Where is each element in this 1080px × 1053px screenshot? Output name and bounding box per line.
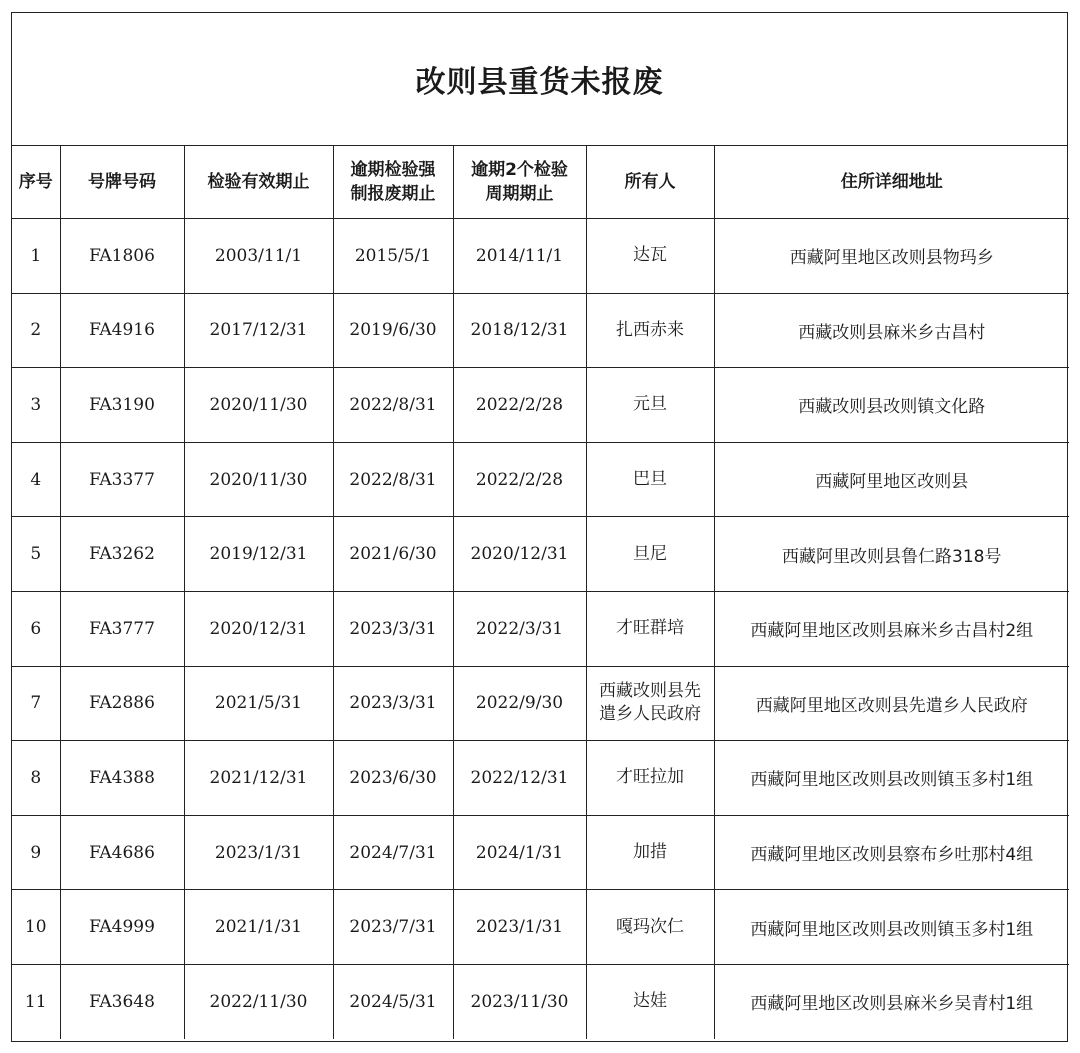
page-title: 改则县重货未报废: [12, 13, 1067, 146]
cell-valid-until: 2021/5/31: [184, 666, 333, 741]
cell-seq: 2: [12, 293, 60, 368]
cell-overdue-scrap: 2015/5/1: [333, 219, 453, 294]
cell-seq: 4: [12, 442, 60, 517]
cell-plate: FA1806: [60, 219, 184, 294]
cell-overdue-cycle: 2024/1/31: [453, 815, 586, 890]
cell-seq: 7: [12, 666, 60, 741]
cell-plate: FA4916: [60, 293, 184, 368]
cell-owner: 才旺群培: [586, 591, 714, 666]
cell-overdue-cycle: 2023/1/31: [453, 890, 586, 965]
cell-overdue-cycle: 2018/12/31: [453, 293, 586, 368]
cell-valid-until: 2021/1/31: [184, 890, 333, 965]
cell-seq: 9: [12, 815, 60, 890]
cell-overdue-cycle: 2022/12/31: [453, 741, 586, 816]
cell-address: 西藏阿里地区改则县改则镇玉多村1组: [714, 741, 1069, 816]
cell-overdue-cycle: 2020/12/31: [453, 517, 586, 592]
cell-overdue-scrap: 2023/7/31: [333, 890, 453, 965]
cell-overdue-cycle: 2022/3/31: [453, 591, 586, 666]
table-header-row: [12, 146, 1069, 219]
cell-valid-until: 2020/11/30: [184, 368, 333, 443]
header-owner: 所有人: [586, 146, 714, 219]
cell-plate: FA4388: [60, 741, 184, 816]
header-seq: 序号: [12, 146, 60, 219]
cell-overdue-scrap: 2021/6/30: [333, 517, 453, 592]
cell-overdue-scrap: 2024/7/31: [333, 815, 453, 890]
cell-seq: 1: [12, 219, 60, 294]
cell-seq: 5: [12, 517, 60, 592]
cell-overdue-scrap: 2022/8/31: [333, 442, 453, 517]
cell-overdue-cycle: 2022/2/28: [453, 368, 586, 443]
cell-valid-until: 2020/12/31: [184, 591, 333, 666]
cell-seq: 10: [12, 890, 60, 965]
cell-overdue-scrap: 2023/6/30: [333, 741, 453, 816]
table-row: [12, 741, 1069, 816]
cell-overdue-cycle: 2022/2/28: [453, 442, 586, 517]
cell-seq: 11: [12, 964, 60, 1038]
cell-overdue-scrap: 2019/6/30: [333, 293, 453, 368]
cell-owner: 巴旦: [586, 442, 714, 517]
cell-owner: 旦尼: [586, 517, 714, 592]
table-row: [12, 517, 1069, 592]
header-plate: 号牌号码: [60, 146, 184, 219]
header-address: 住所详细地址: [714, 146, 1069, 219]
cell-address: 西藏阿里地区改则县物玛乡: [714, 219, 1069, 294]
table-body: [12, 219, 1069, 1039]
cell-valid-until: 2003/11/1: [184, 219, 333, 294]
cell-valid-until: 2021/12/31: [184, 741, 333, 816]
cell-valid-until: 2023/1/31: [184, 815, 333, 890]
cell-owner: 元旦: [586, 368, 714, 443]
cell-overdue-cycle: 2022/9/30: [453, 666, 586, 741]
header-valid-until: 检验有效期止: [184, 146, 333, 219]
cell-plate: FA3190: [60, 368, 184, 443]
table-row: [12, 890, 1069, 965]
cell-address: 西藏阿里地区改则县麻米乡古昌村2组: [714, 591, 1069, 666]
cell-address: 西藏阿里地区改则县先遣乡人民政府: [714, 666, 1069, 741]
document-sheet: [11, 12, 1068, 1042]
cell-owner: 嘎玛次仁: [586, 890, 714, 965]
cell-plate: FA3262: [60, 517, 184, 592]
cell-owner: 扎西赤来: [586, 293, 714, 368]
cell-plate: FA4999: [60, 890, 184, 965]
table-row: [12, 368, 1069, 443]
cell-owner: 达娃: [586, 964, 714, 1038]
cell-plate: FA3377: [60, 442, 184, 517]
cell-overdue-scrap: 2023/3/31: [333, 666, 453, 741]
cell-plate: FA4686: [60, 815, 184, 890]
cell-seq: 3: [12, 368, 60, 443]
cell-overdue-scrap: 2024/5/31: [333, 964, 453, 1038]
cell-owner: 达瓦: [586, 219, 714, 294]
table-row: [12, 964, 1069, 1038]
cell-seq: 8: [12, 741, 60, 816]
cell-overdue-scrap: 2023/3/31: [333, 591, 453, 666]
header-overdue-scrap: [333, 146, 453, 219]
cell-valid-until: 2020/11/30: [184, 442, 333, 517]
cell-address: 西藏改则县麻米乡古昌村: [714, 293, 1069, 368]
cell-overdue-scrap: 2022/8/31: [333, 368, 453, 443]
cell-address: 西藏阿里改则县鲁仁路318号: [714, 517, 1069, 592]
cell-valid-until: 2017/12/31: [184, 293, 333, 368]
table-row: [12, 666, 1069, 741]
vehicle-table: [12, 146, 1069, 1039]
cell-owner: 才旺拉加: [586, 741, 714, 816]
cell-plate: FA3777: [60, 591, 184, 666]
cell-address: 西藏改则县改则镇文化路: [714, 368, 1069, 443]
table-row: [12, 591, 1069, 666]
header-overdue-cycle-text: 逾期2个检验 周期期止: [471, 160, 568, 204]
cell-address: 西藏阿里地区改则县麻米乡吴青村1组: [714, 964, 1069, 1038]
cell-address: 西藏阿里地区改则县察布乡吐那村4组: [714, 815, 1069, 890]
cell-overdue-cycle: 2023/11/30: [453, 964, 586, 1038]
cell-seq: 6: [12, 591, 60, 666]
cell-owner: 西藏改则县先 遣乡人民政府: [586, 666, 714, 741]
cell-address: 西藏阿里地区改则县改则镇玉多村1组: [714, 890, 1069, 965]
header-overdue-scrap-text: 逾期检验强 制报废期止: [350, 160, 436, 204]
table-row: [12, 219, 1069, 294]
cell-valid-until: 2022/11/30: [184, 964, 333, 1038]
cell-plate: FA3648: [60, 964, 184, 1038]
table-row: [12, 442, 1069, 517]
table-row: [12, 815, 1069, 890]
cell-owner: 加措: [586, 815, 714, 890]
table-row: [12, 293, 1069, 368]
cell-overdue-cycle: 2014/11/1: [453, 219, 586, 294]
cell-valid-until: 2019/12/31: [184, 517, 333, 592]
header-overdue-cycle: [453, 146, 586, 219]
cell-address: 西藏阿里地区改则县: [714, 442, 1069, 517]
cell-plate: FA2886: [60, 666, 184, 741]
